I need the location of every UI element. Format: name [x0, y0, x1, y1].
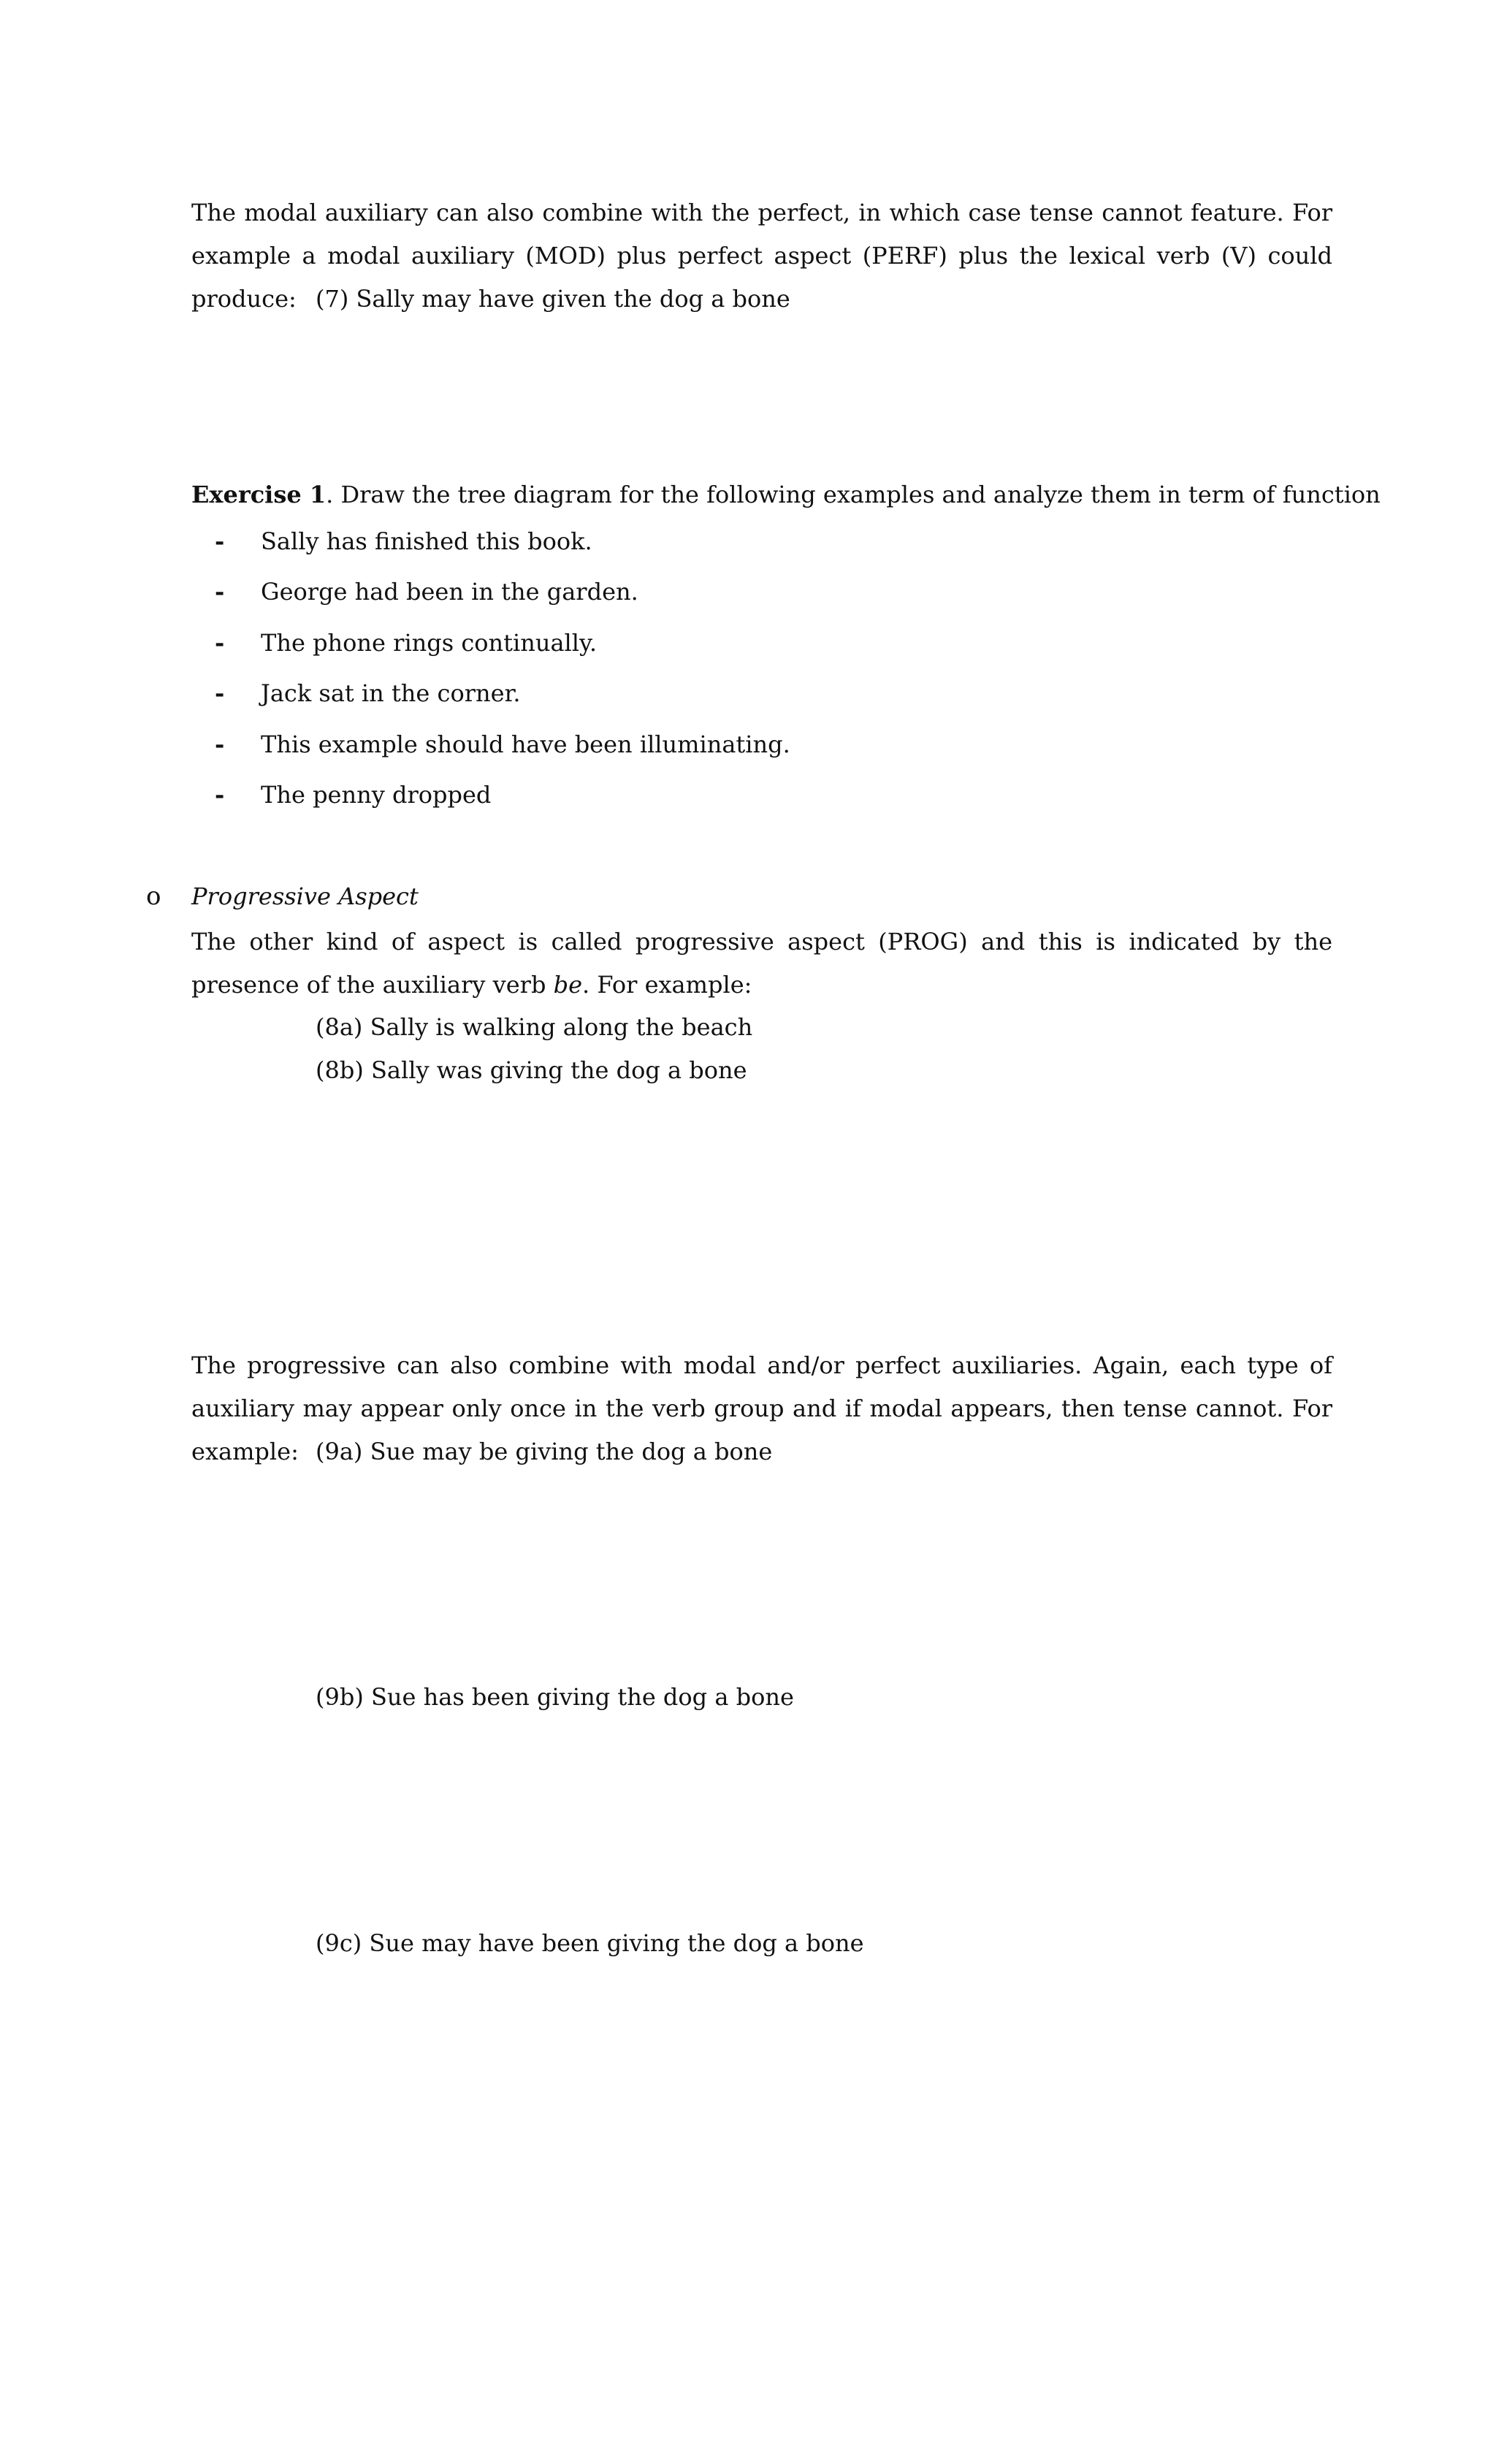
- example-9c: (9c) Sue may have been giving the dog a bone: [316, 1929, 864, 1957]
- section-marker: o: [146, 882, 161, 911]
- perfect-intro-paragraph: The modal auxiliary can also combine with the perfect, in which case tense cannot feature. For example a modal auxiliary (MOD) plus perfect aspect (PERF) plus the lexical verb (V) could produce:: [191, 199, 1332, 313]
- progressive-intro-paragraph: [191, 920, 1332, 1007]
- progressive-intro-italic: be: [553, 971, 583, 999]
- bullet-dash: -: [215, 527, 225, 555]
- example-8b: (8b) Sally was giving the dog a bone: [316, 1056, 747, 1084]
- exercise-instruction: . Draw the tree diagram for the following examples and analyze them in term of function: [326, 481, 1381, 508]
- bullet-dash: -: [215, 731, 225, 758]
- progressive-intro-before: The other kind of aspect is called progressive aspect (PROG) and this is indicated by the presence of the auxiliary verb: [191, 928, 1332, 999]
- list-item: This example should have been illuminating.: [261, 731, 790, 758]
- list-item: Sally has finished this book.: [261, 527, 592, 555]
- list-item: George had been in the garden.: [261, 578, 638, 606]
- list-item: The phone rings continually.: [261, 629, 598, 657]
- example-8a: (8a) Sally is walking along the beach: [316, 1013, 753, 1041]
- progressive-intro-after: . For example:: [582, 971, 752, 999]
- list-item: The penny dropped: [261, 781, 492, 809]
- exercise-label: Exercise 1: [191, 481, 327, 508]
- bullet-dash: -: [215, 781, 225, 809]
- bullet-dash: -: [215, 578, 225, 606]
- bullet-dash: -: [215, 629, 225, 657]
- bullet-dash: -: [215, 679, 225, 707]
- progressive-heading: Progressive Aspect: [191, 882, 419, 910]
- combination-intro-paragraph: The progressive can also combine with modal and/or perfect auxiliaries. Again, each type of auxiliary may appear only once in the verb group and if modal appears, then tense cannot. For example:: [191, 1351, 1332, 1465]
- exercise-heading: [191, 480, 1381, 509]
- list-item: Jack sat in the corner.: [261, 679, 521, 707]
- example-9a: (9a) Sue may be giving the dog a bone: [316, 1438, 773, 1465]
- example-7: (7) Sally may have given the dog a bone: [316, 285, 790, 313]
- example-9b: (9b) Sue has been giving the dog a bone: [316, 1683, 794, 1711]
